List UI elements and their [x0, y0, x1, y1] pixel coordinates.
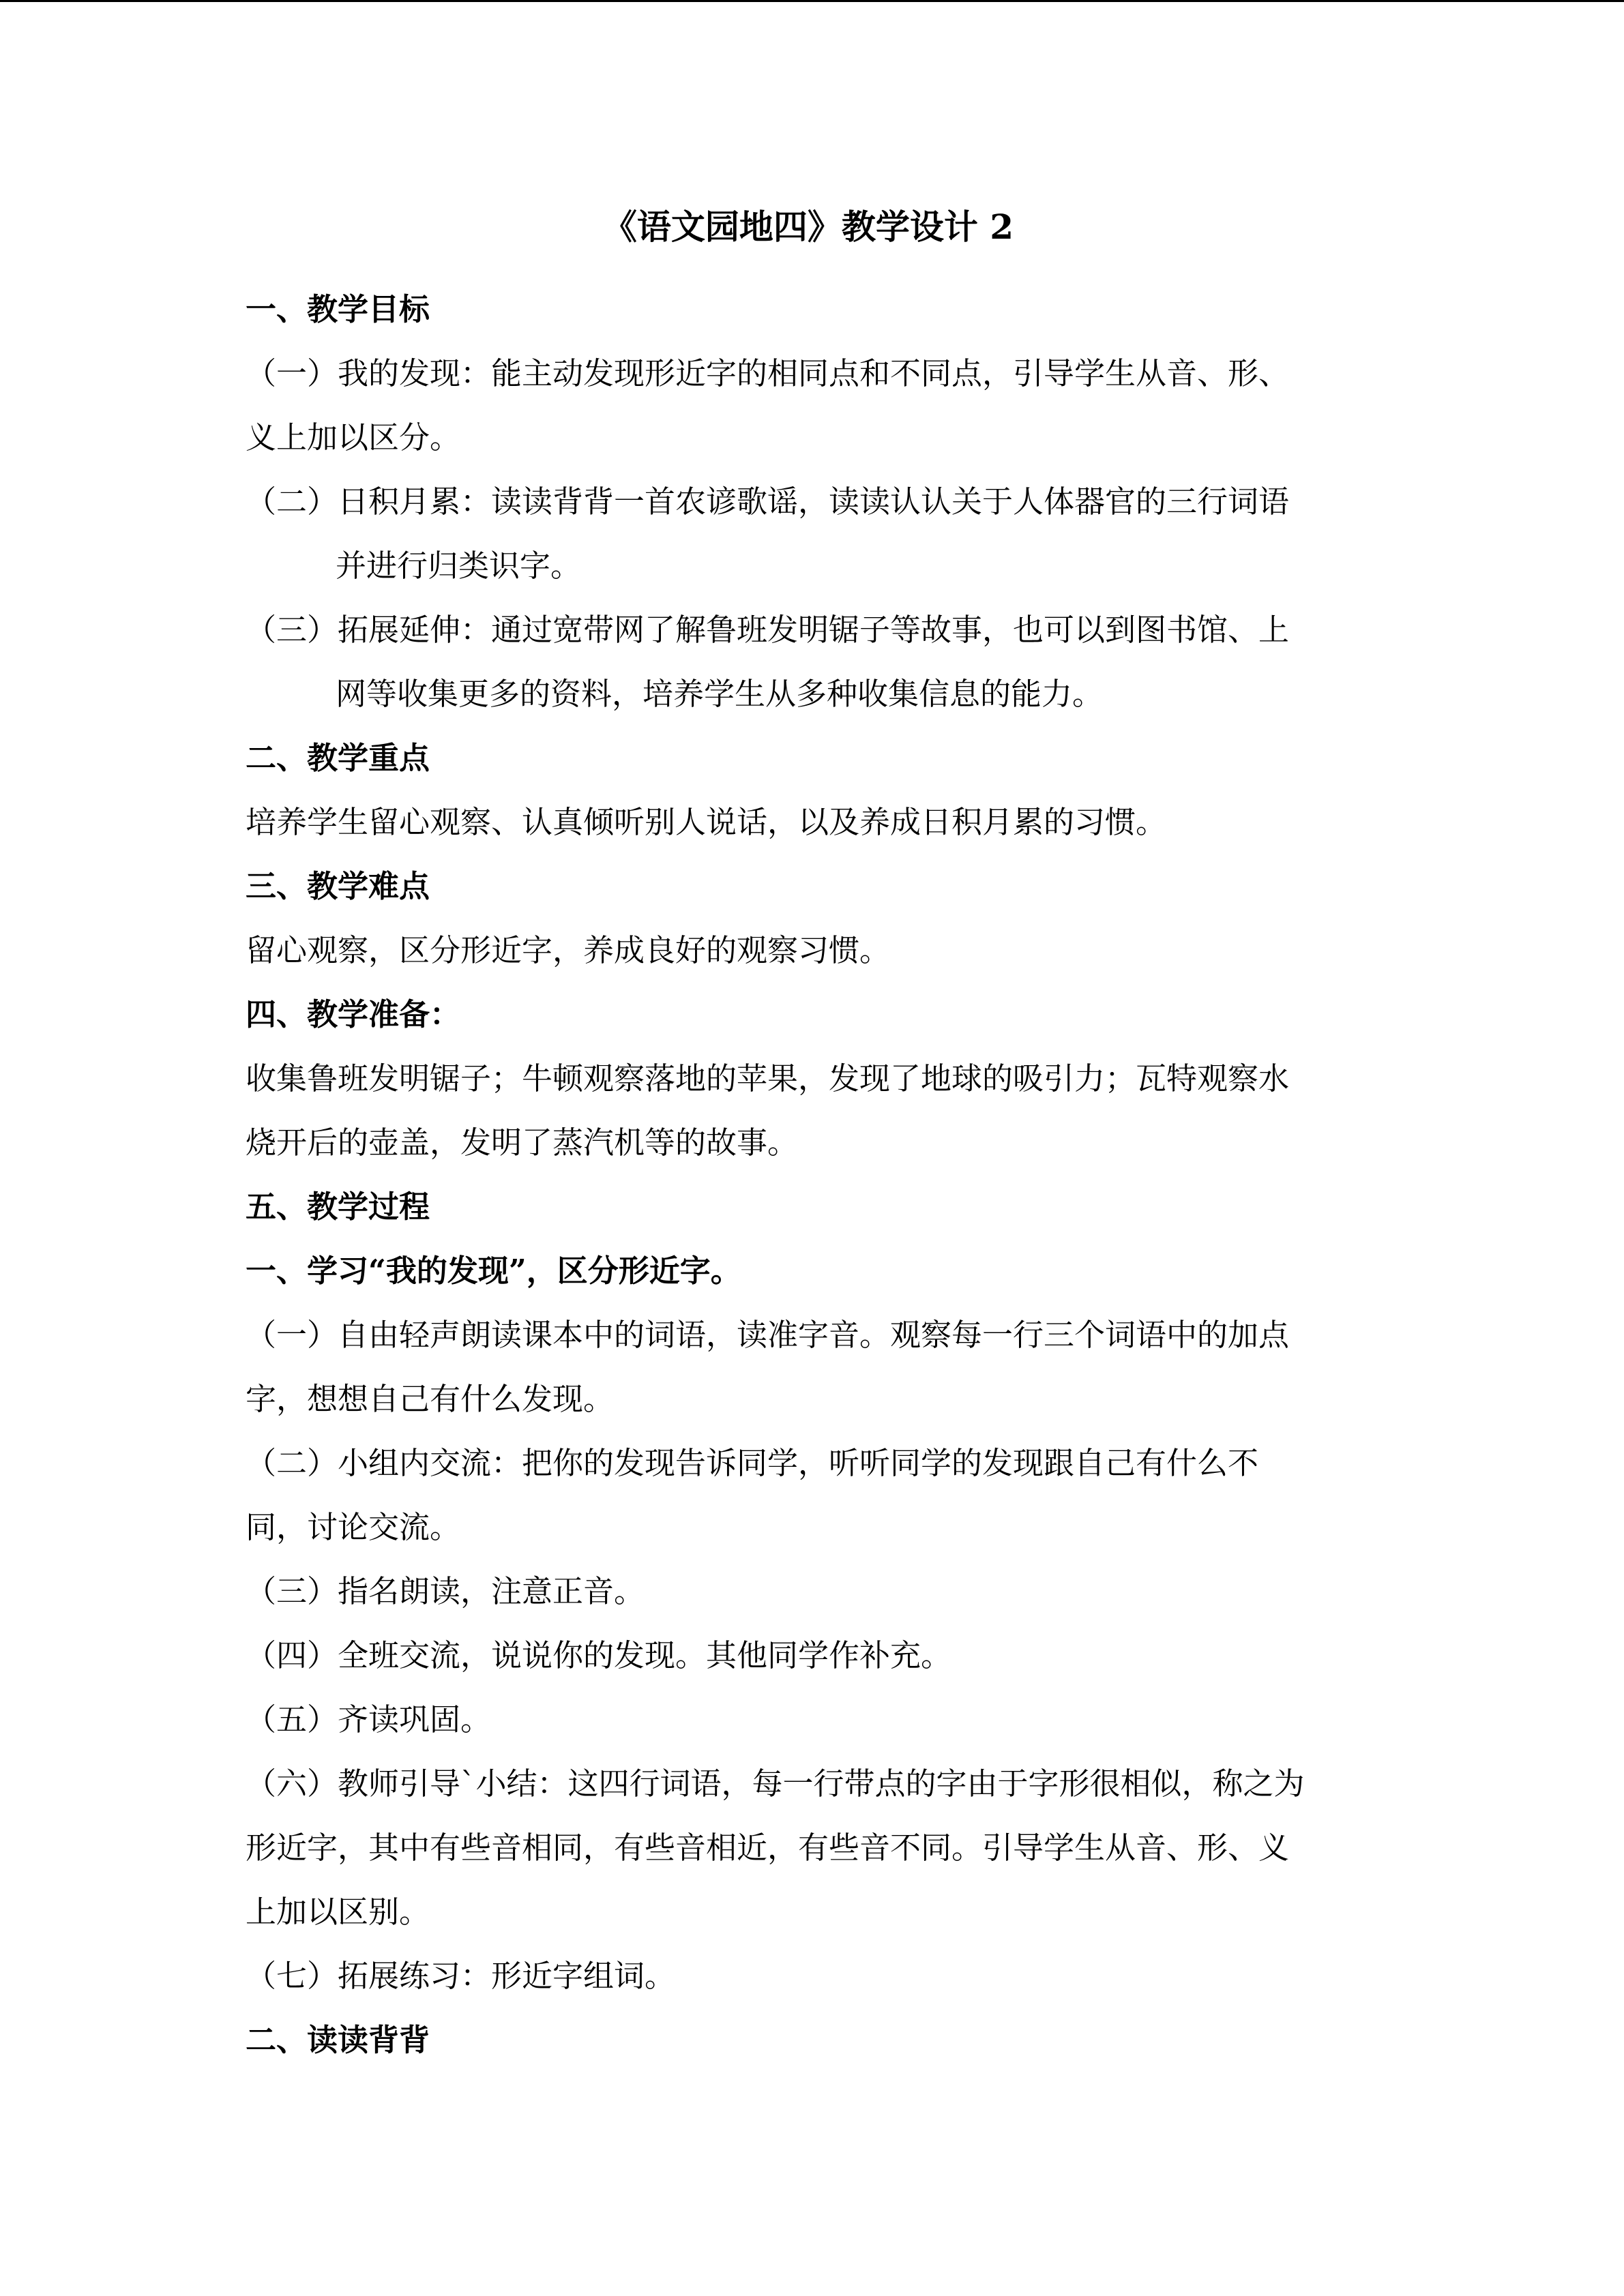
document-page: [246, 205, 1371, 2072]
process-step-7: （七）拓展练习：形近字组词。: [246, 1958, 676, 1994]
goal-item-2-line-1: （二）日积月累：读读背背一首农谚歌谣，读读认认关于人体器官的三行词语: [246, 483, 1290, 520]
key-points-text: 培养学生留心观察、认真倾听别人说话，以及养成日积月累的习惯。: [246, 804, 1167, 840]
preparation-line-2: 烧开后的壶盖，发明了蒸汽机等的故事。: [246, 1124, 799, 1161]
process-part-1-heading: 一、学习“我的发现”，区分形近字。: [246, 1253, 741, 1289]
process-step-3: （三）指名朗读，注意正音。: [246, 1573, 645, 1609]
goal-item-1-line-2: 义上加以区分。: [246, 419, 461, 456]
section-heading-process: 五、教学过程: [246, 1189, 430, 1225]
process-step-1-line-2: 字，想想自己有什么发现。: [246, 1381, 615, 1417]
process-part-2-heading: 二、读读背背: [246, 2022, 430, 2058]
process-step-5: （五）齐读巩固。: [246, 1701, 492, 1738]
section-heading-difficulties: 三、教学难点: [246, 868, 430, 904]
document-title: 《语文园地四》教学设计 2: [602, 207, 1014, 247]
process-step-1-line-1: （一）自由轻声朗读课本中的词语，读准字音。观察每一行三个词语中的加点: [246, 1317, 1290, 1353]
difficulties-text: 留心观察，区分形近字，养成良好的观察习惯。: [246, 932, 891, 968]
goal-item-3-line-1: （三）拓展延伸：通过宽带网了解鲁班发明锯子等故事，也可以到图书馆、上: [246, 612, 1290, 648]
goal-item-2-line-2: 并进行归类识字。: [336, 548, 582, 584]
process-step-2-line-2: 同，讨论交流。: [246, 1509, 461, 1545]
process-step-4: （四）全班交流，说说你的发现。其他同学作补充。: [246, 1637, 952, 1673]
section-heading-key-points: 二、教学重点: [246, 740, 430, 776]
goal-item-3-line-2: 网等收集更多的资料，培养学生从多种收集信息的能力。: [336, 676, 1104, 712]
section-heading-preparation: 四、教学准备：: [246, 996, 461, 1032]
process-step-6-line-1: （六）教师引导`小结：这四行词语，每一行带点的字由于字形很相似，称之为: [246, 1765, 1305, 1802]
process-step-2-line-1: （二）小组内交流：把你的发现告诉同学，听听同学的发现跟自己有什么不: [246, 1445, 1259, 1481]
page-top-border: [0, 0, 1624, 2]
preparation-line-1: 收集鲁班发明锯子；牛顿观察落地的苹果，发现了地球的吸引力；瓦特观察水: [246, 1060, 1290, 1097]
goal-item-1-line-1: （一）我的发现：能主动发现形近字的相同点和不同点，引导学生从音、形、: [246, 355, 1290, 391]
section-heading-goals: 一、教学目标: [246, 291, 430, 327]
process-step-6-line-2: 形近字，其中有些音相同，有些音相近，有些音不同。引导学生从音、形、义: [246, 1830, 1290, 1866]
process-step-6-line-3: 上加以区别。: [246, 1894, 430, 1930]
